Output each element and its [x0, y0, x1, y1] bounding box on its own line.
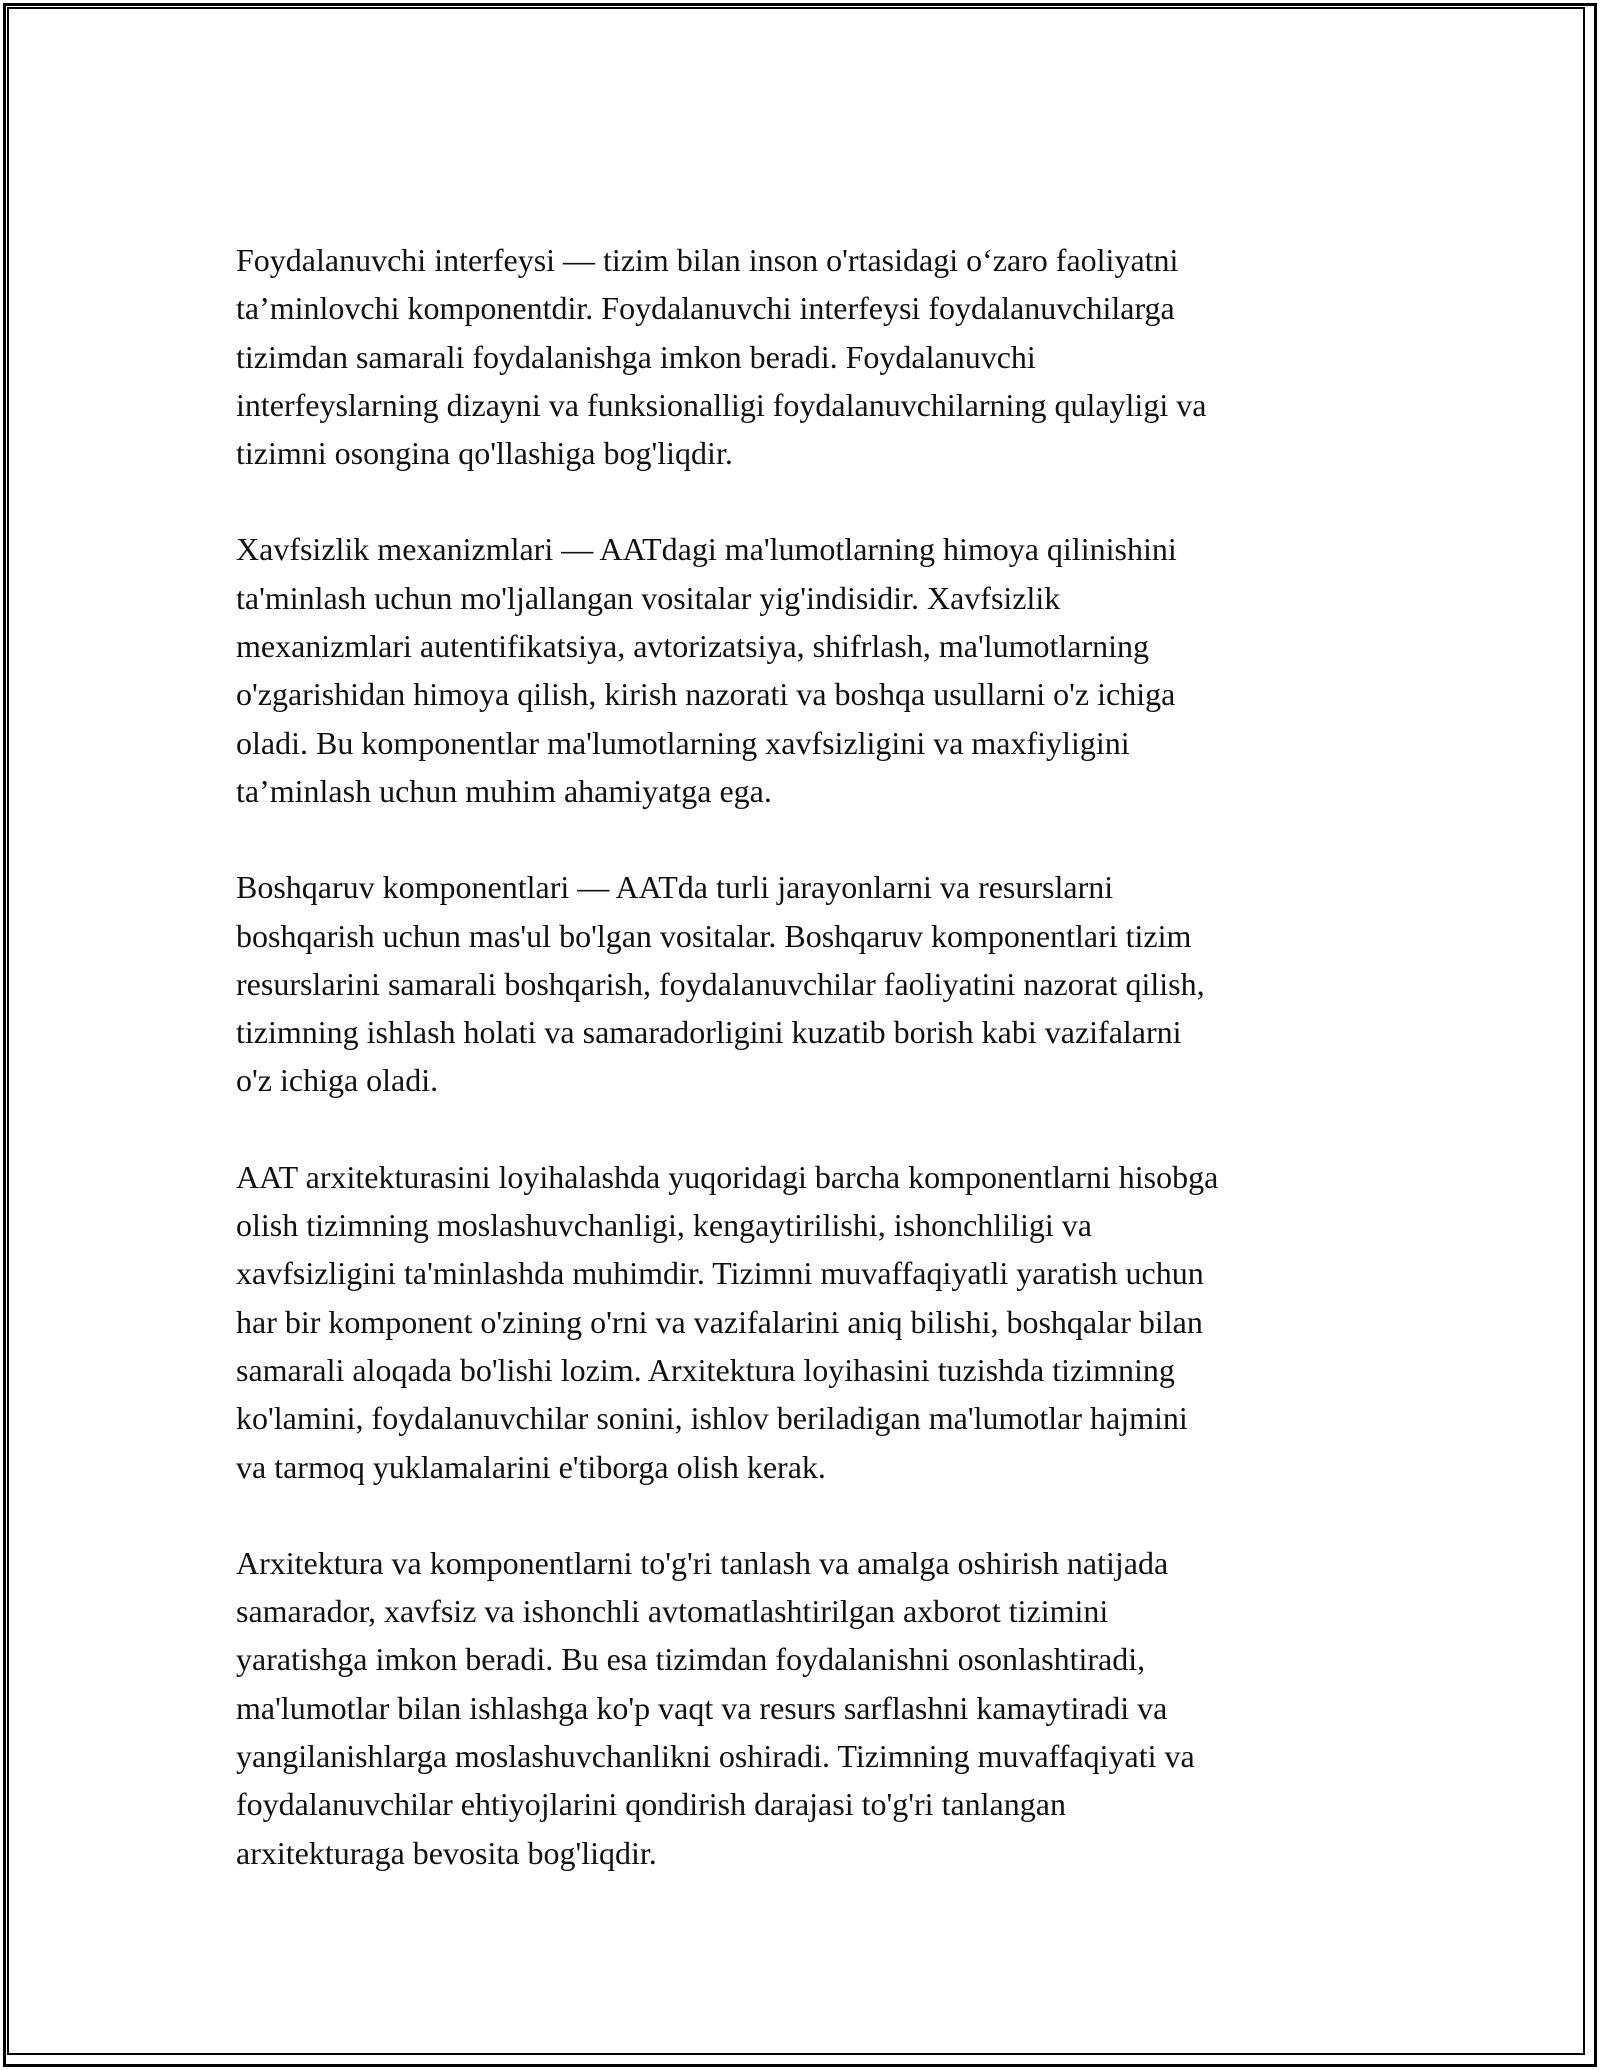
text-line: ma'lumotlar bilan ishlashga ko'p vaqt va resurs sarflashni kamaytiradi va [236, 1689, 1168, 1726]
text-line: ta'minlash uchun mo'ljallangan vositalar yig'indisidir. Xavfsizlik [236, 579, 1061, 616]
document-body [236, 236, 1376, 1925]
text-line: Boshqaruv komponentlari — AATda turli jarayonlarni va resurslarni [236, 869, 1114, 906]
text-line: va tarmoq yuklamalarini e'tiborga olish kerak. [236, 1448, 826, 1485]
text-line: har bir komponent o'zining o'rni va vazifalarini aniq bilishi, boshqalar bilan [236, 1303, 1203, 1340]
text-line: o'zgarishidan himoya qilish, kirish nazorati va boshqa usullarni o'z ichiga [236, 676, 1176, 713]
text-line: AAT arxitekturasini loyihalashda yuqoridagi barcha komponentlarni hisobga [236, 1158, 1219, 1195]
text-line: ta’minlovchi komponentdir. Foydalanuvchi interfeysi foydalanuvchilarga [236, 290, 1175, 327]
paragraph-architecture-design [236, 1153, 1376, 1491]
text-line: oladi. Bu komponentlar ma'lumotlarning xavfsizligini va maxfiyligini [236, 724, 1130, 761]
text-line: interfeyslarning dizayni va funksionalligi foydalanuvchilarning qulayligi va [236, 386, 1207, 423]
text-line: Foydalanuvchi interfeysi — tizim bilan inson o'rtasidagi o‘zaro faoliyatni [236, 242, 1179, 278]
text-line: ko'lamini, foydalanuvchilar sonini, ishlov beriladigan ma'lumotlar hajmini [236, 1400, 1188, 1437]
paragraph-security-mechanisms [236, 525, 1376, 815]
text-line: xavfsizligini ta'minlashda muhimdir. Tizimni muvaffaqiyatli yaratish uchun [236, 1255, 1204, 1292]
text-line: Xavfsizlik mexanizmlari — AATdagi ma'lumotlarning himoya qilinishini [236, 531, 1177, 568]
text-line: ta’minlash uchun muhim ahamiyatga ega. [236, 772, 772, 809]
text-line: samarali aloqada bo'lishi lozim. Arxitektura loyihasini tuzishda tizimning [236, 1351, 1175, 1388]
text-line: tizimdan samarali foydalanishga imkon beradi. Foydalanuvchi [236, 338, 1036, 375]
text-line: o'z ichiga oladi. [236, 1062, 439, 1099]
text-line: samarador, xavfsiz va ishonchli avtomatlashtirilgan axborot tizimini [236, 1593, 1109, 1630]
text-line: foydalanuvchilar ehtiyojlarini qondirish darajasi to'g'ri tanlangan [236, 1786, 1066, 1823]
text-line: Arxitektura va komponentlarni to'g'ri tanlash va amalga oshirish natijada [236, 1544, 1169, 1581]
text-line: yangilanishlarga moslashuvchanlikni oshiradi. Tizimning muvaffaqiyati va [236, 1738, 1195, 1775]
text-line: boshqarish uchun mas'ul bo'lgan vositalar. Boshqaruv komponentlari tizim [236, 917, 1192, 954]
paragraph-conclusion [236, 1539, 1376, 1877]
paragraph-management-components [236, 863, 1376, 1104]
text-line: tizimni osongina qo'llashiga bog'liqdir. [236, 435, 733, 472]
text-line: resurslarini samarali boshqarish, foydalanuvchilar faoliyatini nazorat qilish, [236, 965, 1205, 1002]
text-line: mexanizmlari autentifikatsiya, avtorizatsiya, shifrlash, ma'lumotlarning [236, 628, 1150, 665]
text-line: olish tizimning moslashuvchanligi, kengaytirilishi, ishonchliligi va [236, 1207, 1092, 1244]
text-line: arxitekturaga bevosita bog'liqdir. [236, 1834, 657, 1871]
paragraph-user-interface [236, 236, 1376, 477]
text-line: tizimning ishlash holati va samaradorligini kuzatib borish kabi vazifalarni [236, 1014, 1182, 1051]
text-line: yaratishga imkon beradi. Bu esa tizimdan foydalanishni osonlashtiradi, [236, 1641, 1146, 1678]
